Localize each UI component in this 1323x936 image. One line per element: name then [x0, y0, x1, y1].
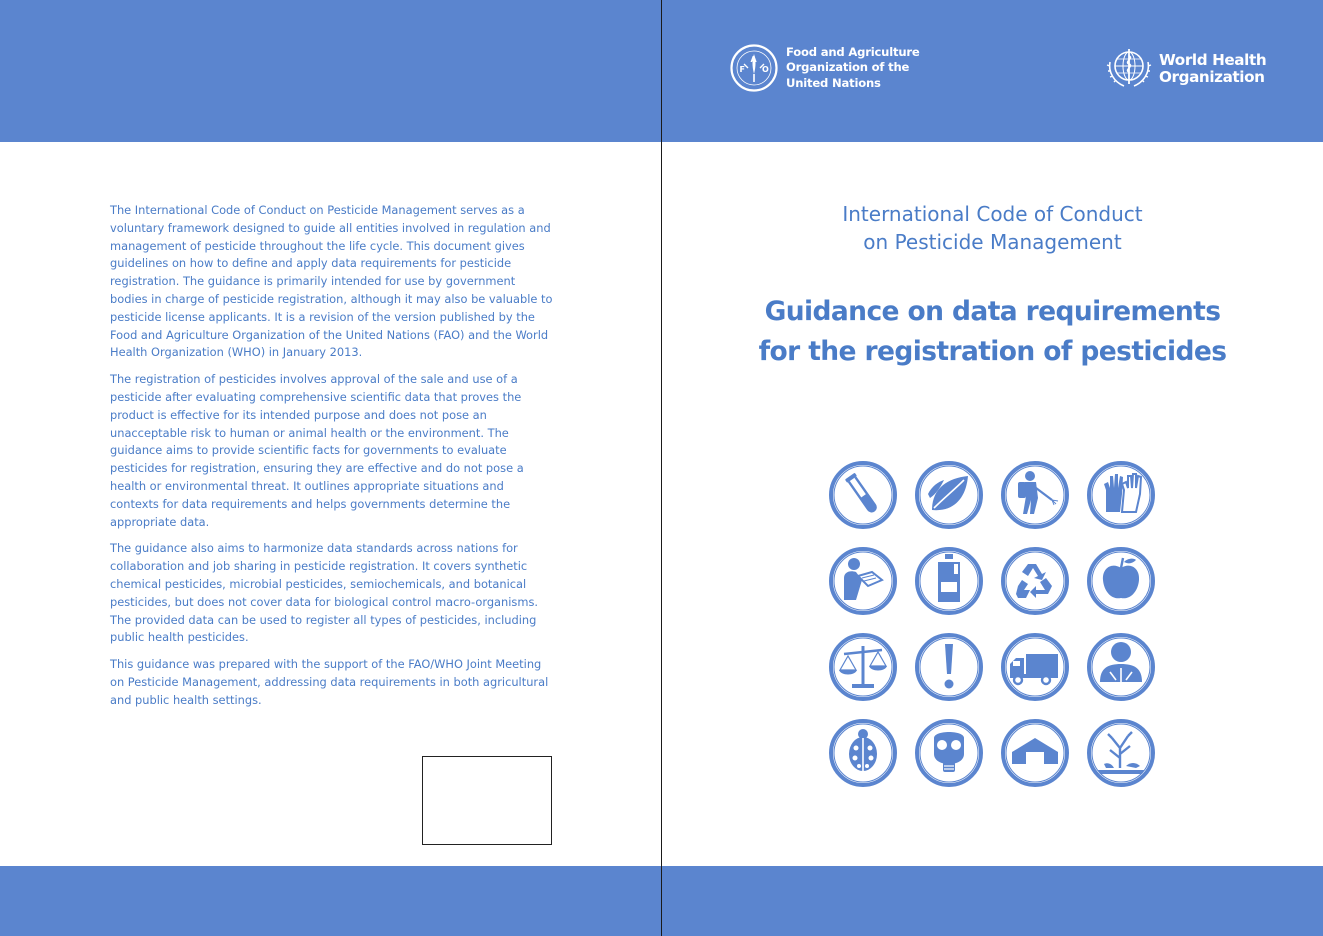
scales-icon	[828, 632, 898, 702]
fao-emblem-a: A	[750, 55, 757, 64]
back-paragraph-2: The registration of pesticides involves approval of the sale and use of a pesticide after evaluating comprehensive scientific data that proves the product is effective for its intended purpose and does not pose an unacceptable risk to human or animal health or the environment. The guidance aims to provide scientific facts for governments to evaluate pesticides for registration, ensuring they are effective and do not pose a health or environmental threat. It outlines appropriate situations and contexts for data requirements and helps governments determine the appropriate data.	[110, 372, 524, 529]
sprayer-person-icon	[1000, 460, 1070, 530]
recycle-icon	[1000, 546, 1070, 616]
main-title	[662, 292, 1323, 372]
who-name	[1159, 52, 1266, 86]
barcode-placeholder	[422, 756, 552, 845]
fao-name-line-3: United Nations	[786, 75, 881, 90]
ladybug-icon	[828, 718, 898, 788]
who-name-line-1: World Health	[1159, 51, 1267, 69]
dead-tree-icon	[1086, 718, 1156, 788]
back-paragraph-4: This guidance was prepared with the support of the FAO/WHO Joint Meeting on Pesticide Management, addressing data requirements in both agricultural and public health settings.	[110, 657, 549, 707]
back-paragraph-1: The International Code of Conduct on Pesticide Management serves as a voluntary framework designed to guide all entities involved in regulation and management of pesticide throughout the life cycle. This document gives guidelines on how to define and apply data requirements for pesticide registration. The guidance is primarily intended for use by government bodies in charge of pesticide registration, although it may also be valuable to pesticide license applicants. It is a revision of the version published by the Food and Agriculture Organization of the United Nations (FAO) and the World Health Organization (WHO) in January 2013.	[110, 203, 553, 360]
fao-emblem-f: F	[739, 65, 745, 74]
truck-icon	[1000, 632, 1070, 702]
series-title-line-2: on Pesticide Management	[863, 230, 1122, 254]
reading-person-icon	[828, 546, 898, 616]
fao-name-line-2: Organization of the	[786, 60, 910, 75]
fao-name-line-1: Food and Agriculture	[786, 45, 920, 60]
who-name-line-2: Organization	[1159, 68, 1265, 86]
leaf-icon	[914, 460, 984, 530]
series-title-line-1: International Code of Conduct	[842, 202, 1143, 226]
main-title-line-1: Guidance on data requirements	[764, 296, 1221, 327]
container-icon	[914, 546, 984, 616]
back-cover-text	[110, 202, 555, 719]
test-tube-icon	[828, 460, 898, 530]
cover-spine-line	[661, 0, 662, 936]
gas-mask-icon	[914, 718, 984, 788]
apple-icon	[1086, 546, 1156, 616]
pictogram-grid	[828, 460, 1158, 790]
back-paragraph-3: The guidance also aims to harmonize data standards across nations for collaboration and job sharing in pesticide registration. It covers synthetic chemical pesticides, microbial pesticides, semiochemicals, and botanical pesticides, but does not cover data for biological control macro-organisms. The provided data can be used to register all types of pesticides, including public health pesticides.	[110, 541, 538, 645]
fao-name	[786, 45, 920, 91]
storage-shed-icon	[1000, 718, 1070, 788]
main-title-line-2: for the registration of pesticides	[758, 336, 1227, 367]
series-title	[662, 200, 1323, 256]
who-logo	[1104, 44, 1266, 94]
fao-emblem-icon	[730, 44, 778, 92]
who-emblem-icon	[1104, 44, 1154, 94]
exclamation-icon	[914, 632, 984, 702]
fao-emblem-o: O	[762, 65, 769, 74]
protected-person-icon	[1086, 632, 1156, 702]
fao-logo	[730, 44, 920, 92]
gloves-icon	[1086, 460, 1156, 530]
